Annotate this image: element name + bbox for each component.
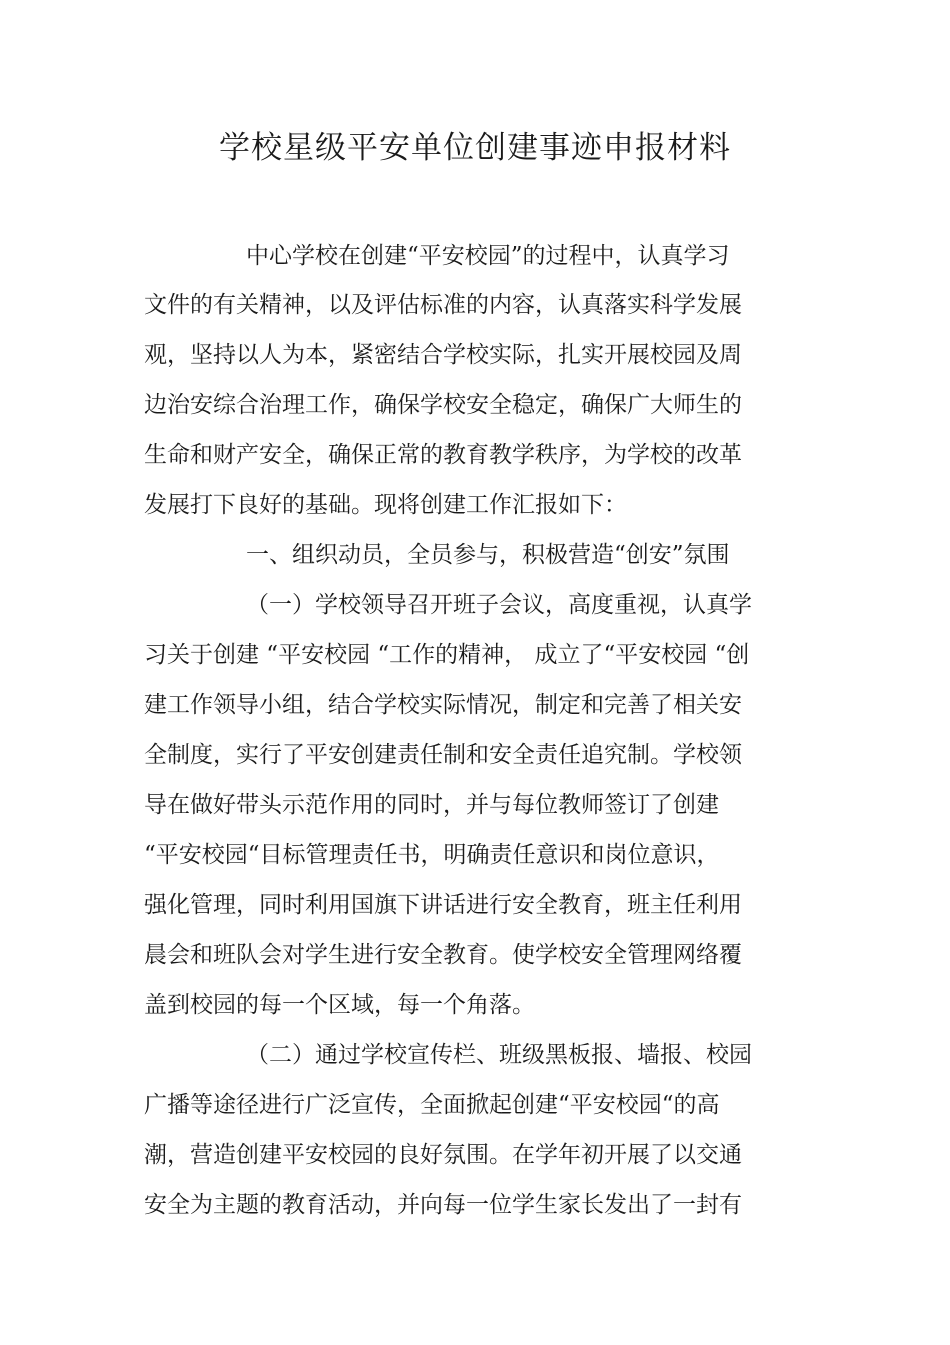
paragraph-line: （一）学校领导召开班子会议，高度重视，认真学 (246, 592, 752, 618)
paragraph-line: 生命和财产安全，确保正常的教育教学秩序，为学校的改革 (144, 442, 742, 468)
document-title: 学校星级平安单位创建事迹申报材料 (219, 130, 731, 166)
paragraph-line: 发展打下良好的基础。现将创建工作汇报如下： (144, 492, 627, 518)
paragraph-line: 盖到校园的每一个区域，每一个角落。 (144, 992, 535, 1018)
paragraph-line: 观，坚持以人为本，紧密结合学校实际，扎实开展校园及周 (144, 342, 742, 368)
paragraph-line: 全制度，实行了平安创建责任制和安全责任追究制。学校领 (144, 742, 742, 768)
paragraph-line: 建工作领导小组，结合学校实际情况，制定和完善了相关安 (144, 692, 742, 718)
paragraph-line: 安全为主题的教育活动，并向每一位学生家长发出了一封有 (144, 1192, 742, 1218)
paragraph-line: 强化管理，同时利用国旗下讲话进行安全教育，班主任利用 (144, 892, 742, 918)
paragraph-line: “平安校园“目标管理责任书，明确责任意识和岗位意识， (144, 842, 720, 868)
paragraph-line: 习关于创建 “平安校园 “工作的精神， 成立了“平安校园 “创 (144, 642, 750, 668)
paragraph-line: 文件的有关精神，以及评估标准的内容，认真落实科学发展 (144, 292, 742, 318)
paragraph-line: （二）通过学校宣传栏、班级黑板报、墙报、校园 (246, 1042, 752, 1068)
section-heading: 一、组织动员，全员参与，积极营造“创安”氛围 (246, 542, 730, 568)
paragraph-line: 晨会和班队会对学生进行安全教育。使学校安全管理网络覆 (144, 942, 742, 968)
paragraph-line: 导在做好带头示范作用的同时，并与每位教师签订了创建 (144, 792, 719, 818)
paragraph-line: 广播等途径进行广泛宣传，全面掀起创建“平安校园“的高 (144, 1092, 720, 1118)
paragraph-line: 中心学校在创建“平安校园”的过程中，认真学习 (246, 243, 730, 269)
paragraph-line: 边治安综合治理工作，确保学校安全稳定，确保广大师生的 (144, 392, 742, 418)
paragraph-line: 潮，营造创建平安校园的良好氛围。在学年初开展了以交通 (144, 1142, 742, 1168)
